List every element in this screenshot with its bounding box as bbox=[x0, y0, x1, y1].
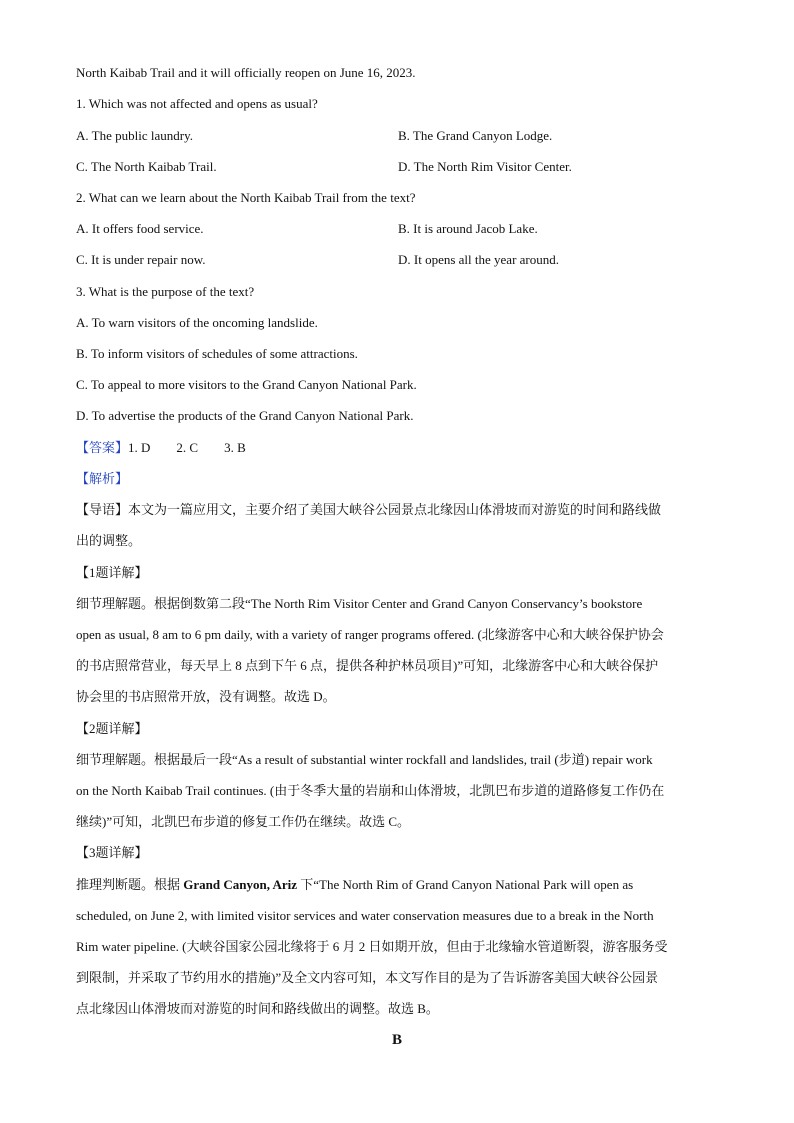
detail-2-line-1: 细节理解题。根据最后一段“As a result of substantial winter rockfall and landslides, trail (步道) repair work bbox=[76, 752, 653, 767]
detail-2-line-2: on the North Kaibab Trail continues. (由于冬季大量的岩崩和山体滑坡，北凯巴布步道的道路修复工作仍在 bbox=[76, 783, 665, 798]
guide-text-1: 本文为一篇应用文，主要介绍了美国大峡谷公园景点北缘因山体滑坡而对游览的时间和路线做 bbox=[128, 502, 662, 517]
question-1-stem: 1. Which was not affected and opens as usual? bbox=[76, 96, 318, 111]
question-1-option-a: A. The public laundry. bbox=[76, 128, 193, 143]
detail-3-location: Grand Canyon, Ariz bbox=[183, 877, 298, 892]
detail-1-line-1: 细节理解题。根据倒数第二段“The North Rim Visitor Center and Grand Canyon Conservancy’s bookstore bbox=[76, 596, 643, 611]
detail-1-line-2: open as usual, 8 am to 6 pm daily, with a variety of ranger programs offered. (北缘游客中心和大峡谷保护协会 bbox=[76, 627, 664, 642]
question-3-stem: 3. What is the purpose of the text? bbox=[76, 284, 255, 299]
section-letter: B bbox=[391, 1032, 402, 1048]
detail-3-label: 【3题详解】 bbox=[76, 845, 148, 860]
analysis-label: 【解析】 bbox=[76, 471, 129, 486]
question-3-option-a: A. To warn visitors of the oncoming landslide. bbox=[76, 315, 318, 330]
question-1-option-b: B. The Grand Canyon Lodge. bbox=[398, 128, 553, 143]
question-3-option-c: C. To appeal to more visitors to the Grand Canyon National Park. bbox=[76, 377, 417, 392]
question-1-option-d: D. The North Rim Visitor Center. bbox=[398, 159, 572, 174]
detail-3-line-2: scheduled, on June 2, with limited visitor services and water conservation measures due to a break in the North bbox=[76, 908, 654, 923]
question-2-option-b: B. It is around Jacob Lake. bbox=[398, 221, 538, 236]
detail-1-line-4: 协会里的书店照常开放，没有调整。故选 D。 bbox=[76, 689, 336, 704]
answer-label: 【答案】 bbox=[76, 440, 129, 455]
detail-1-label: 【1题详解】 bbox=[76, 565, 148, 580]
guide-line-2: 出的调整。 bbox=[76, 533, 142, 548]
answer-item-3: 3. B bbox=[224, 440, 246, 455]
question-2-option-a: A. It offers food service. bbox=[76, 221, 204, 236]
answer-line bbox=[76, 440, 246, 456]
detail-1-line-3: 的书店照常营业，每天早上 8 点到下午 6 点，提供各种护林员项目)”可知，北缘游客中心和大峡谷保护 bbox=[76, 658, 659, 673]
question-2-option-d: D. It opens all the year around. bbox=[398, 252, 560, 267]
question-2-stem: 2. What can we learn about the North Kaibab Trail from the text? bbox=[76, 190, 416, 205]
answer-item-2: 2. C bbox=[176, 440, 199, 455]
detail-3-line-5: 点北缘因山体滑坡而对游览的时间和路线做出的调整。故选 B。 bbox=[76, 1001, 439, 1016]
question-2-option-c: C. It is under repair now. bbox=[76, 252, 206, 267]
detail-3-line-1-pre: 推理判断题。根据 bbox=[76, 877, 184, 892]
detail-3-line-1 bbox=[76, 877, 633, 893]
intro-line: North Kaibab Trail and it will officially reopen on June 16, 2023. bbox=[76, 65, 416, 80]
question-3-option-d: D. To advertise the products of the Grand Canyon National Park. bbox=[76, 408, 414, 423]
detail-2-label: 【2题详解】 bbox=[76, 721, 148, 736]
question-1-option-c: C. The North Kaibab Trail. bbox=[76, 159, 217, 174]
guide-line-1 bbox=[76, 502, 661, 518]
detail-2-line-3: 继续)”可知，北凯巴布步道的修复工作仍在继续。故选 C。 bbox=[76, 814, 411, 829]
guide-label: 【导语】 bbox=[76, 502, 129, 517]
answer-item-1: 1. D bbox=[128, 440, 151, 455]
detail-3-line-3: Rim water pipeline. (大峡谷国家公园北缘将于 6 月 2 日如期开放，但由于北缘输水管道断裂，游客服务受 bbox=[76, 939, 668, 954]
detail-3-line-1-post: 下“The North Rim of Grand Canyon National Park will open as bbox=[297, 877, 634, 892]
question-3-option-b: B. To inform visitors of schedules of some attractions. bbox=[76, 346, 358, 361]
detail-3-line-4: 到限制，并采取了节约用水的措施)”及全文内容可知，本文写作目的是为了告诉游客美国大峡谷公园景 bbox=[76, 970, 659, 985]
